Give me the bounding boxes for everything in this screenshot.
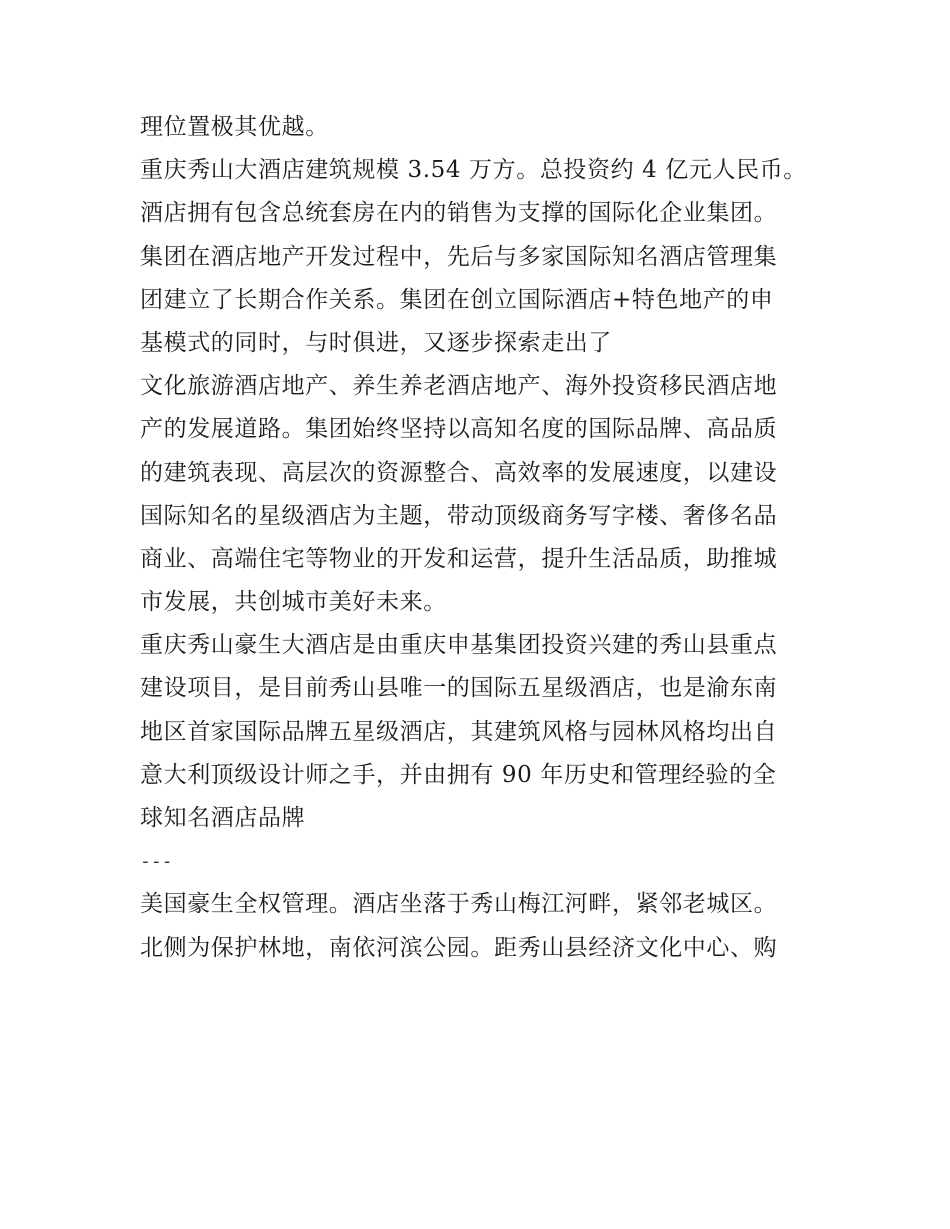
- page-separator: ---: [140, 851, 173, 873]
- text-line: 的建筑表现、高层次的资源整合、高效率的发展速度，以建设: [140, 459, 778, 486]
- text-line: 国际知名的星级酒店为主题，带动顶级商务写字楼、奢侈名品: [140, 502, 778, 529]
- text-line: 北侧为保护林地，南依河滨公园。距秀山县经济文化中心、购: [140, 934, 778, 961]
- text-line: 文化旅游酒店地产、养生养老酒店地产、海外投资移民酒店地: [140, 373, 778, 400]
- text-line: 球知名酒店品牌: [140, 805, 306, 831]
- text-line: 地区首家国际品牌五星级酒店，其建筑风格与园林风格均出自: [140, 718, 778, 745]
- text-line: 建设项目，是目前秀山县唯一的国际五星级酒店，也是渝东南: [140, 675, 778, 702]
- text-line: 酒店拥有包含总统套房在内的销售为支撑的国际化企业集团。: [140, 200, 778, 227]
- document-body: [140, 106, 820, 970]
- text-line: 意大利顶级设计师之手，并由拥有 90 年历史和管理经验的全: [140, 761, 777, 788]
- text-line: 团建立了长期合作关系。集团在创立国际酒店+特色地产的申: [140, 286, 774, 313]
- text-line: 美国豪生全权管理。酒店坐落于秀山梅江河畔，紧邻老城区。: [140, 891, 778, 918]
- text-line: 市发展，共创城市美好未来。: [140, 589, 447, 616]
- text-line: 重庆秀山豪生大酒店是由重庆申基集团投资兴建的秀山县重点: [140, 632, 778, 659]
- text-line: 重庆秀山大酒店建筑规模 3.54 万方。总投资约 4 亿元人民币。: [140, 157, 807, 184]
- text-line: 基模式的同时，与时俱进，又逐步探索走出了: [140, 329, 612, 356]
- text-line: 理位置极其优越。: [140, 114, 329, 140]
- text-line: 集团在酒店地产开发过程中，先后与多家国际知名酒店管理集: [140, 243, 778, 270]
- text-line: 商业、高端住宅等物业的开发和运营，提升生活品质，助推城: [140, 545, 778, 572]
- text-line: 产的发展道路。集团始终坚持以高知名度的国际品牌、高品质: [140, 416, 778, 443]
